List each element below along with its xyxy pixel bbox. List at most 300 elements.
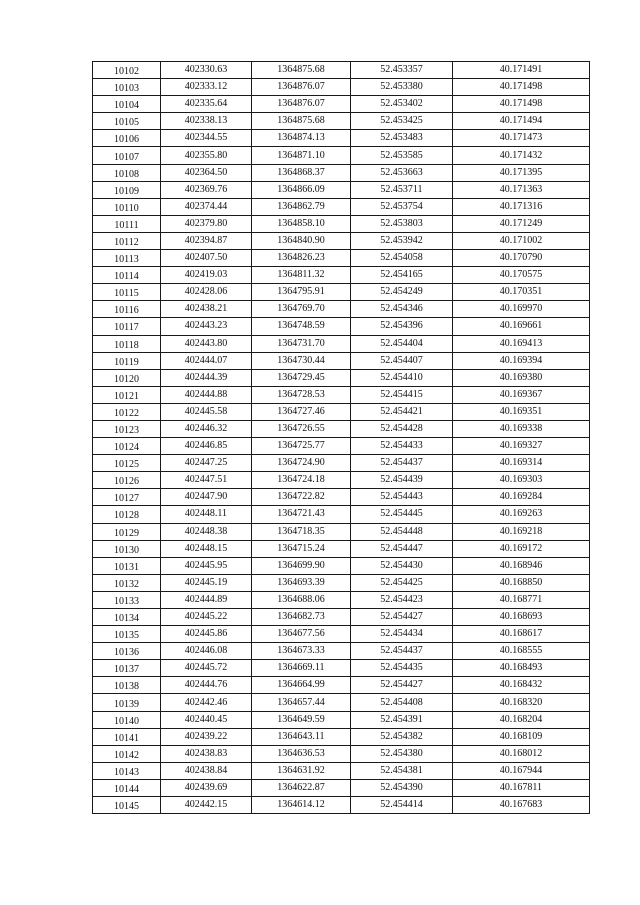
point-id-cell (93, 455, 161, 472)
table-row (93, 711, 590, 728)
northing-cell: 1364688.06 (252, 591, 351, 608)
longitude-cell: 40.168012 (453, 745, 590, 762)
easting-cell: 402447.51 (161, 472, 252, 489)
northing-cell: 1364722.82 (252, 489, 351, 506)
longitude-cell: 40.169263 (453, 506, 590, 523)
point-id-text: 10110 (114, 202, 139, 214)
latitude-cell: 52.454390 (351, 779, 453, 796)
point-id-text: 10140 (114, 715, 139, 727)
northing-cell: 1364795.91 (252, 284, 351, 301)
northing-cell: 1364718.35 (252, 523, 351, 540)
point-id-cell (93, 318, 161, 335)
easting-cell: 402439.22 (161, 728, 252, 745)
latitude-cell: 52.454437 (351, 455, 453, 472)
point-id-cell (93, 147, 161, 164)
easting-cell: 402442.46 (161, 694, 252, 711)
northing-cell: 1364649.59 (252, 711, 351, 728)
easting-cell: 402330.63 (161, 62, 252, 79)
longitude-cell: 40.169284 (453, 489, 590, 506)
longitude-cell: 40.168693 (453, 609, 590, 626)
latitude-cell: 52.453402 (351, 96, 453, 113)
longitude-cell: 40.169218 (453, 523, 590, 540)
point-id-cell (93, 250, 161, 267)
longitude-cell: 40.171491 (453, 62, 590, 79)
point-id-cell (93, 728, 161, 745)
point-id-cell (93, 164, 161, 181)
table-row (93, 301, 590, 318)
point-id-cell (93, 472, 161, 489)
point-id-cell (93, 797, 161, 814)
table-row (93, 130, 590, 147)
northing-cell: 1364729.45 (252, 369, 351, 386)
table-row (93, 420, 590, 437)
northing-cell: 1364874.13 (252, 130, 351, 147)
point-id-text: 10116 (114, 305, 139, 317)
point-id-text: 10144 (114, 783, 139, 795)
latitude-cell: 52.454346 (351, 301, 453, 318)
point-id-cell (93, 609, 161, 626)
point-id-cell (93, 198, 161, 215)
point-id-text: 10103 (114, 83, 139, 95)
northing-cell: 1364657.44 (252, 694, 351, 711)
point-id-text: 10104 (114, 100, 139, 112)
latitude-cell: 52.454165 (351, 267, 453, 284)
point-id-cell (93, 232, 161, 249)
point-id-cell (93, 711, 161, 728)
easting-cell: 402444.88 (161, 386, 252, 403)
northing-cell: 1364673.33 (252, 643, 351, 660)
longitude-cell: 40.167683 (453, 797, 590, 814)
northing-cell: 1364721.43 (252, 506, 351, 523)
coordinates-table (92, 61, 590, 814)
table-row (93, 215, 590, 232)
table-row (93, 386, 590, 403)
northing-cell: 1364875.68 (252, 62, 351, 79)
longitude-cell: 40.168493 (453, 660, 590, 677)
longitude-cell: 40.170351 (453, 284, 590, 301)
coordinates-table-body (93, 62, 590, 814)
easting-cell: 402448.11 (161, 506, 252, 523)
point-id-cell (93, 540, 161, 557)
point-id-text: 10121 (114, 390, 139, 402)
latitude-cell: 52.454410 (351, 369, 453, 386)
latitude-cell: 52.454447 (351, 540, 453, 557)
point-id-cell (93, 403, 161, 420)
longitude-cell: 40.169338 (453, 420, 590, 437)
easting-cell: 402443.80 (161, 335, 252, 352)
northing-cell: 1364731.70 (252, 335, 351, 352)
northing-cell: 1364636.53 (252, 745, 351, 762)
latitude-cell: 52.453483 (351, 130, 453, 147)
latitude-cell: 52.454434 (351, 626, 453, 643)
table-row (93, 694, 590, 711)
table-row (93, 523, 590, 540)
latitude-cell: 52.453357 (351, 62, 453, 79)
northing-cell: 1364622.87 (252, 779, 351, 796)
point-id-text: 10142 (114, 749, 139, 761)
easting-cell: 402407.50 (161, 250, 252, 267)
northing-cell: 1364669.11 (252, 660, 351, 677)
easting-cell: 402447.90 (161, 489, 252, 506)
table-row (93, 677, 590, 694)
longitude-cell: 40.169970 (453, 301, 590, 318)
point-id-cell (93, 301, 161, 318)
point-id-text: 10102 (114, 66, 139, 78)
latitude-cell: 52.454380 (351, 745, 453, 762)
latitude-cell: 52.454437 (351, 643, 453, 660)
longitude-cell: 40.170790 (453, 250, 590, 267)
longitude-cell: 40.169303 (453, 472, 590, 489)
table-row (93, 574, 590, 591)
easting-cell: 402374.44 (161, 198, 252, 215)
table-row (93, 147, 590, 164)
table-row (93, 113, 590, 130)
point-id-cell (93, 79, 161, 96)
point-id-text: 10133 (114, 595, 139, 607)
point-id-text: 10111 (114, 219, 139, 231)
point-id-cell (93, 523, 161, 540)
latitude-cell: 52.453425 (351, 113, 453, 130)
point-id-text: 10136 (114, 647, 139, 659)
point-id-cell (93, 130, 161, 147)
table-row (93, 369, 590, 386)
northing-cell: 1364876.07 (252, 79, 351, 96)
northing-cell: 1364677.56 (252, 626, 351, 643)
latitude-cell: 52.454439 (351, 472, 453, 489)
northing-cell: 1364726.55 (252, 420, 351, 437)
point-id-cell (93, 574, 161, 591)
easting-cell: 402447.25 (161, 455, 252, 472)
table-row (93, 540, 590, 557)
easting-cell: 402444.07 (161, 352, 252, 369)
northing-cell: 1364748.59 (252, 318, 351, 335)
point-id-cell (93, 745, 161, 762)
point-id-text: 10109 (114, 185, 139, 197)
longitude-cell: 40.168432 (453, 677, 590, 694)
table-row (93, 267, 590, 284)
latitude-cell: 52.454058 (351, 250, 453, 267)
longitude-cell: 40.169314 (453, 455, 590, 472)
point-id-cell (93, 779, 161, 796)
latitude-cell: 52.453585 (351, 147, 453, 164)
easting-cell: 402446.08 (161, 643, 252, 660)
northing-cell: 1364728.53 (252, 386, 351, 403)
northing-cell: 1364875.68 (252, 113, 351, 130)
point-id-text: 10114 (114, 271, 139, 283)
point-id-text: 10130 (114, 544, 139, 556)
longitude-cell: 40.171249 (453, 215, 590, 232)
latitude-cell: 52.453711 (351, 181, 453, 198)
longitude-cell: 40.169367 (453, 386, 590, 403)
latitude-cell: 52.454433 (351, 438, 453, 455)
easting-cell: 402438.21 (161, 301, 252, 318)
easting-cell: 402444.39 (161, 369, 252, 386)
longitude-cell: 40.169394 (453, 352, 590, 369)
northing-cell: 1364699.90 (252, 557, 351, 574)
latitude-cell: 52.454425 (351, 574, 453, 591)
easting-cell: 402445.95 (161, 557, 252, 574)
point-id-text: 10123 (114, 425, 139, 437)
point-id-cell (93, 557, 161, 574)
point-id-text: 10145 (114, 801, 139, 813)
table-row (93, 62, 590, 79)
table-row (93, 318, 590, 335)
point-id-text: 10138 (114, 681, 139, 693)
point-id-text: 10143 (114, 766, 139, 778)
table-row (93, 455, 590, 472)
point-id-text: 10113 (114, 254, 139, 266)
table-row (93, 660, 590, 677)
northing-cell: 1364614.12 (252, 797, 351, 814)
point-id-text: 10112 (114, 236, 139, 248)
point-id-cell (93, 677, 161, 694)
latitude-cell: 52.454404 (351, 335, 453, 352)
point-id-cell (93, 113, 161, 130)
point-id-text: 10119 (114, 356, 139, 368)
easting-cell: 402443.23 (161, 318, 252, 335)
latitude-cell: 52.454421 (351, 403, 453, 420)
longitude-cell: 40.171316 (453, 198, 590, 215)
northing-cell: 1364811.32 (252, 267, 351, 284)
table-row (93, 489, 590, 506)
northing-cell: 1364631.92 (252, 762, 351, 779)
point-id-cell (93, 420, 161, 437)
point-id-text: 10139 (114, 698, 139, 710)
table-row (93, 352, 590, 369)
easting-cell: 402445.19 (161, 574, 252, 591)
latitude-cell: 52.453380 (351, 79, 453, 96)
point-id-cell (93, 643, 161, 660)
table-row (93, 250, 590, 267)
table-row (93, 284, 590, 301)
longitude-cell: 40.171395 (453, 164, 590, 181)
longitude-cell: 40.168850 (453, 574, 590, 591)
longitude-cell: 40.168109 (453, 728, 590, 745)
point-id-text: 10132 (114, 578, 139, 590)
table-row (93, 797, 590, 814)
table-row (93, 557, 590, 574)
longitude-cell: 40.168555 (453, 643, 590, 660)
latitude-cell: 52.454445 (351, 506, 453, 523)
easting-cell: 402355.80 (161, 147, 252, 164)
point-id-cell (93, 352, 161, 369)
longitude-cell: 40.167811 (453, 779, 590, 796)
point-id-cell (93, 215, 161, 232)
table-row (93, 506, 590, 523)
easting-cell: 402333.12 (161, 79, 252, 96)
latitude-cell: 52.454391 (351, 711, 453, 728)
latitude-cell: 52.453942 (351, 232, 453, 249)
longitude-cell: 40.169380 (453, 369, 590, 386)
point-id-cell (93, 96, 161, 113)
easting-cell: 402448.15 (161, 540, 252, 557)
point-id-text: 10128 (114, 510, 139, 522)
easting-cell: 402438.84 (161, 762, 252, 779)
northing-cell: 1364725.77 (252, 438, 351, 455)
northing-cell: 1364858.10 (252, 215, 351, 232)
table-row (93, 591, 590, 608)
table-row (93, 198, 590, 215)
northing-cell: 1364868.37 (252, 164, 351, 181)
table-row (93, 335, 590, 352)
longitude-cell: 40.170575 (453, 267, 590, 284)
longitude-cell: 40.168946 (453, 557, 590, 574)
longitude-cell: 40.171498 (453, 79, 590, 96)
longitude-cell: 40.168320 (453, 694, 590, 711)
longitude-cell: 40.167944 (453, 762, 590, 779)
table-row (93, 728, 590, 745)
northing-cell: 1364643.11 (252, 728, 351, 745)
northing-cell: 1364715.24 (252, 540, 351, 557)
point-id-cell (93, 626, 161, 643)
easting-cell: 402446.85 (161, 438, 252, 455)
point-id-text: 10106 (114, 134, 139, 146)
northing-cell: 1364724.90 (252, 455, 351, 472)
longitude-cell: 40.169172 (453, 540, 590, 557)
point-id-text: 10108 (114, 168, 139, 180)
easting-cell: 402439.69 (161, 779, 252, 796)
table-row (93, 96, 590, 113)
longitude-cell: 40.169327 (453, 438, 590, 455)
latitude-cell: 52.454407 (351, 352, 453, 369)
longitude-cell: 40.168771 (453, 591, 590, 608)
easting-cell: 402440.45 (161, 711, 252, 728)
point-id-text: 10105 (114, 117, 139, 129)
northing-cell: 1364876.07 (252, 96, 351, 113)
latitude-cell: 52.454415 (351, 386, 453, 403)
point-id-text: 10135 (114, 630, 139, 642)
easting-cell: 402428.06 (161, 284, 252, 301)
point-id-text: 10115 (114, 288, 139, 300)
table-row (93, 164, 590, 181)
easting-cell: 402448.38 (161, 523, 252, 540)
table-row (93, 779, 590, 796)
point-id-text: 10137 (114, 664, 139, 676)
table-row (93, 643, 590, 660)
latitude-cell: 52.454249 (351, 284, 453, 301)
easting-cell: 402444.76 (161, 677, 252, 694)
table-row (93, 745, 590, 762)
point-id-cell (93, 762, 161, 779)
easting-cell: 402419.03 (161, 267, 252, 284)
table-row (93, 762, 590, 779)
northing-cell: 1364866.09 (252, 181, 351, 198)
latitude-cell: 52.454435 (351, 660, 453, 677)
point-id-text: 10127 (114, 493, 139, 505)
point-id-cell (93, 284, 161, 301)
easting-cell: 402335.64 (161, 96, 252, 113)
longitude-cell: 40.168204 (453, 711, 590, 728)
point-id-cell (93, 694, 161, 711)
point-id-text: 10118 (114, 339, 139, 351)
easting-cell: 402438.83 (161, 745, 252, 762)
longitude-cell: 40.171002 (453, 232, 590, 249)
point-id-text: 10122 (114, 407, 139, 419)
table-row (93, 438, 590, 455)
easting-cell: 402445.58 (161, 403, 252, 420)
easting-cell: 402338.13 (161, 113, 252, 130)
northing-cell: 1364769.70 (252, 301, 351, 318)
latitude-cell: 52.454382 (351, 728, 453, 745)
point-id-cell (93, 335, 161, 352)
easting-cell: 402364.50 (161, 164, 252, 181)
latitude-cell: 52.453803 (351, 215, 453, 232)
latitude-cell: 52.454428 (351, 420, 453, 437)
easting-cell: 402445.86 (161, 626, 252, 643)
table-row (93, 403, 590, 420)
easting-cell: 402344.55 (161, 130, 252, 147)
latitude-cell: 52.453663 (351, 164, 453, 181)
longitude-cell: 40.171473 (453, 130, 590, 147)
point-id-cell (93, 62, 161, 79)
latitude-cell: 52.454430 (351, 557, 453, 574)
point-id-cell (93, 506, 161, 523)
table-row (93, 609, 590, 626)
latitude-cell: 52.454427 (351, 677, 453, 694)
northing-cell: 1364826.23 (252, 250, 351, 267)
northing-cell: 1364871.10 (252, 147, 351, 164)
point-id-text: 10120 (114, 373, 139, 385)
point-id-text: 10125 (114, 459, 139, 471)
point-id-cell (93, 660, 161, 677)
point-id-cell (93, 438, 161, 455)
longitude-cell: 40.171494 (453, 113, 590, 130)
point-id-cell (93, 489, 161, 506)
latitude-cell: 52.454414 (351, 797, 453, 814)
northing-cell: 1364693.39 (252, 574, 351, 591)
point-id-cell (93, 369, 161, 386)
point-id-text: 10141 (114, 732, 139, 744)
latitude-cell: 52.454381 (351, 762, 453, 779)
latitude-cell: 52.454408 (351, 694, 453, 711)
easting-cell: 402379.80 (161, 215, 252, 232)
northing-cell: 1364730.44 (252, 352, 351, 369)
latitude-cell: 52.454427 (351, 609, 453, 626)
longitude-cell: 40.171363 (453, 181, 590, 198)
point-id-cell (93, 267, 161, 284)
latitude-cell: 52.453754 (351, 198, 453, 215)
point-id-cell (93, 591, 161, 608)
table-row (93, 626, 590, 643)
table-row (93, 232, 590, 249)
point-id-text: 10117 (114, 322, 139, 334)
easting-cell: 402444.89 (161, 591, 252, 608)
northing-cell: 1364840.90 (252, 232, 351, 249)
easting-cell: 402445.22 (161, 609, 252, 626)
point-id-text: 10124 (114, 442, 139, 454)
latitude-cell: 52.454396 (351, 318, 453, 335)
easting-cell: 402369.76 (161, 181, 252, 198)
longitude-cell: 40.171498 (453, 96, 590, 113)
point-id-cell (93, 386, 161, 403)
point-id-text: 10134 (114, 613, 139, 625)
latitude-cell: 52.454443 (351, 489, 453, 506)
longitude-cell: 40.169413 (453, 335, 590, 352)
northing-cell: 1364724.18 (252, 472, 351, 489)
longitude-cell: 40.171432 (453, 147, 590, 164)
longitude-cell: 40.169661 (453, 318, 590, 335)
easting-cell: 402394.87 (161, 232, 252, 249)
northing-cell: 1364727.46 (252, 403, 351, 420)
easting-cell: 402445.72 (161, 660, 252, 677)
point-id-text: 10129 (114, 527, 139, 539)
easting-cell: 402442.15 (161, 797, 252, 814)
longitude-cell: 40.169351 (453, 403, 590, 420)
point-id-text: 10131 (114, 561, 139, 573)
table-row (93, 181, 590, 198)
latitude-cell: 52.454423 (351, 591, 453, 608)
table-row (93, 79, 590, 96)
